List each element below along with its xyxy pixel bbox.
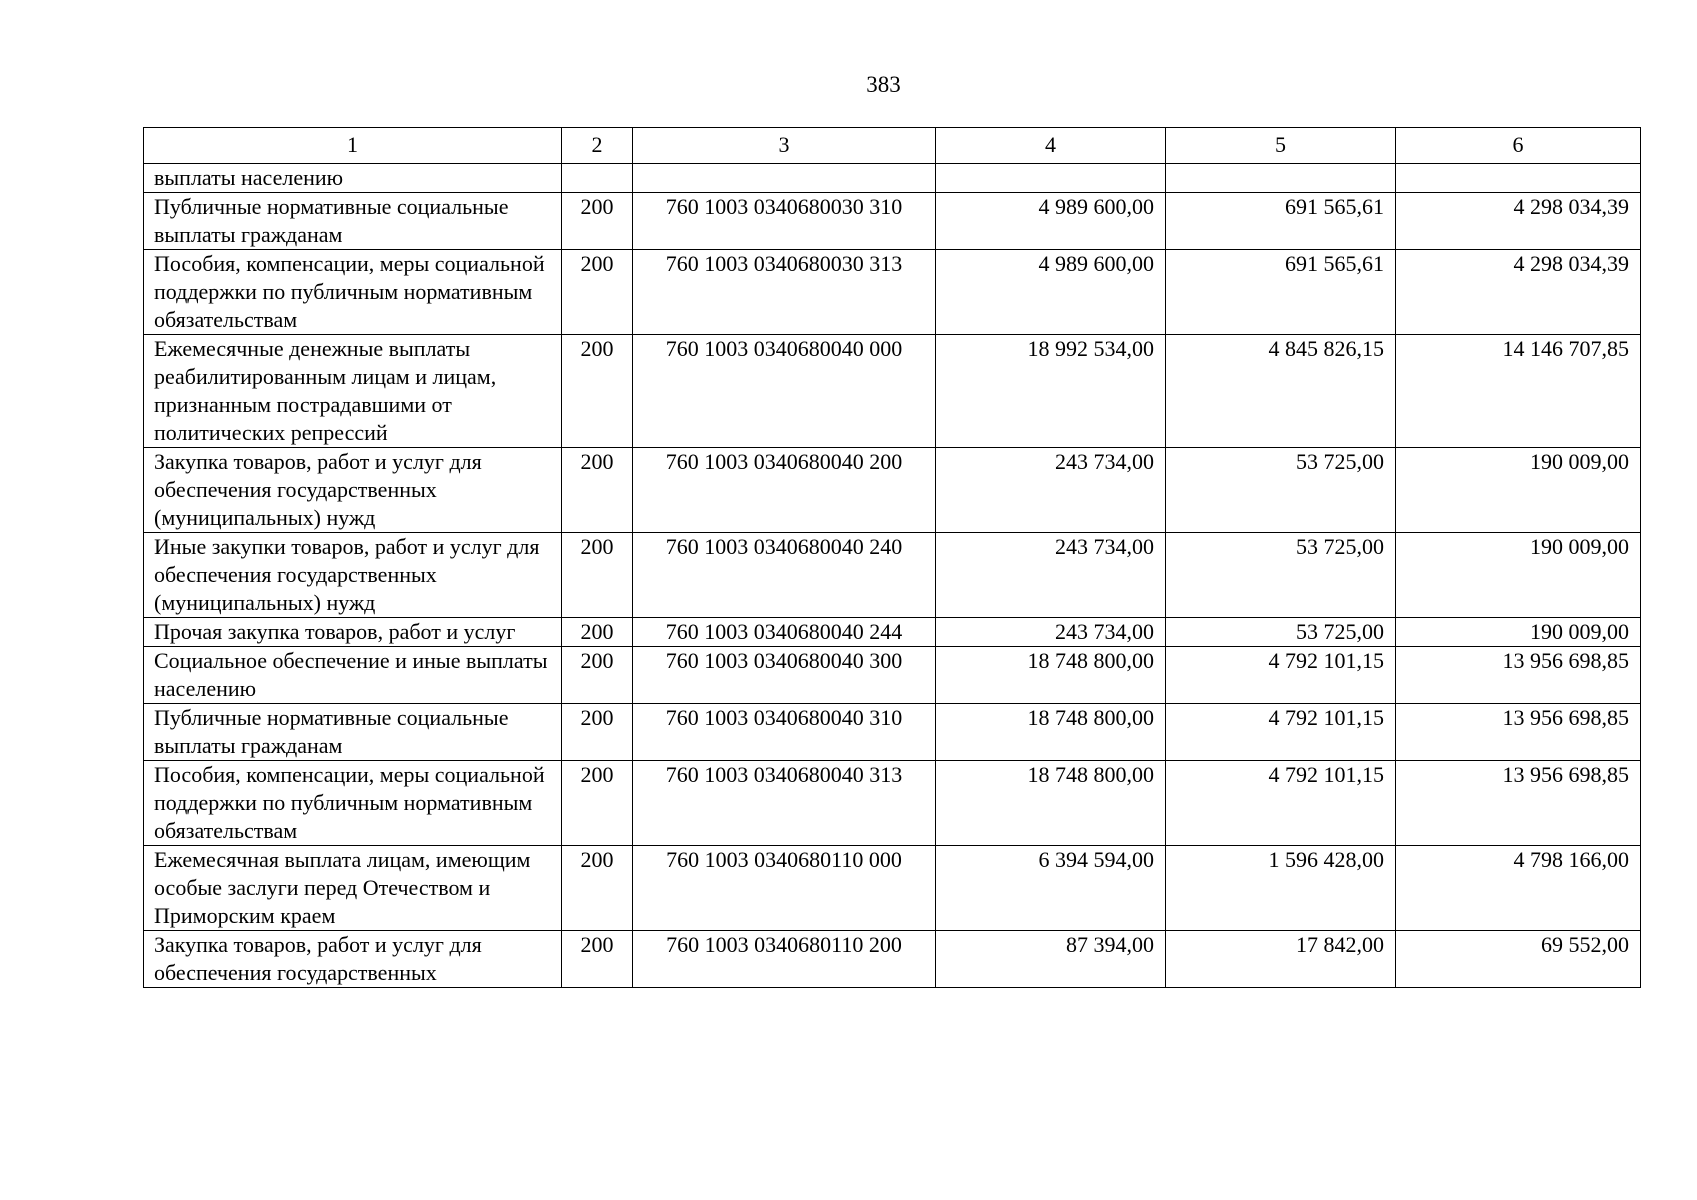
admin-code-cell: 200 [562,250,633,335]
approved-amount-cell: 6 394 594,00 [936,846,1166,931]
admin-code-cell: 200 [562,704,633,761]
approved-amount-cell: 87 394,00 [936,931,1166,988]
budget-execution-table [143,127,1641,988]
remaining-amount-cell: 190 009,00 [1396,618,1641,647]
remaining-amount-cell: 4 298 034,39 [1396,193,1641,250]
executed-amount-cell: 53 725,00 [1166,448,1396,533]
budget-code-cell: 760 1003 0340680040 000 [633,335,936,448]
row-name-cell: Социальное обеспечение и иные выплаты населению [144,647,562,704]
approved-amount-cell [936,164,1166,193]
remaining-amount-cell: 190 009,00 [1396,448,1641,533]
approved-amount-cell: 4 989 600,00 [936,250,1166,335]
table-row [144,931,1641,988]
budget-code-cell: 760 1003 0340680040 300 [633,647,936,704]
table-row [144,164,1641,193]
admin-code-cell: 200 [562,931,633,988]
table-row [144,250,1641,335]
table-row [144,335,1641,448]
row-name-cell: Иные закупки товаров, работ и услуг для обеспечения государственных (муниципальных) нужд [144,533,562,618]
admin-code-cell: 200 [562,846,633,931]
row-name-cell: Пособия, компенсации, меры социальной поддержки по публичным нормативным обязательствам [144,250,562,335]
approved-amount-cell: 243 734,00 [936,448,1166,533]
budget-code-cell: 760 1003 0340680040 240 [633,533,936,618]
table-row [144,704,1641,761]
approved-amount-cell: 18 748 800,00 [936,761,1166,846]
budget-code-cell: 760 1003 0340680040 244 [633,618,936,647]
approved-amount-cell: 18 748 800,00 [936,704,1166,761]
approved-amount-cell: 18 748 800,00 [936,647,1166,704]
remaining-amount-cell: 69 552,00 [1396,931,1641,988]
remaining-amount-cell: 4 298 034,39 [1396,250,1641,335]
executed-amount-cell: 53 725,00 [1166,618,1396,647]
executed-amount-cell: 53 725,00 [1166,533,1396,618]
row-name-cell: Ежемесячная выплата лицам, имеющим особые заслуги перед Отечеством и Приморским краем [144,846,562,931]
remaining-amount-cell: 13 956 698,85 [1396,761,1641,846]
budget-code-cell: 760 1003 0340680040 310 [633,704,936,761]
approved-amount-cell: 243 734,00 [936,618,1166,647]
budget-code-cell: 760 1003 0340680040 200 [633,448,936,533]
page-number: 383 [866,72,901,97]
approved-amount-cell: 18 992 534,00 [936,335,1166,448]
approved-amount-cell: 243 734,00 [936,533,1166,618]
row-name-cell: выплаты населению [144,164,562,193]
budget-code-cell: 760 1003 0340680110 200 [633,931,936,988]
column-header-6: 6 [1396,128,1641,164]
admin-code-cell: 200 [562,335,633,448]
table-row [144,761,1641,846]
executed-amount-cell: 4 792 101,15 [1166,704,1396,761]
executed-amount-cell: 4 845 826,15 [1166,335,1396,448]
column-header-4: 4 [936,128,1166,164]
admin-code-cell: 200 [562,618,633,647]
admin-code-cell [562,164,633,193]
executed-amount-cell: 4 792 101,15 [1166,647,1396,704]
table-row [144,647,1641,704]
executed-amount-cell: 17 842,00 [1166,931,1396,988]
budget-code-cell: 760 1003 0340680040 313 [633,761,936,846]
row-name-cell: Ежемесячные денежные выплаты реабилитированным лицам и лицам, признанным пострадавшими от политических репрессий [144,335,562,448]
row-name-cell: Публичные нормативные социальные выплаты гражданам [144,193,562,250]
row-name-cell: Закупка товаров, работ и услуг для обеспечения государственных (муниципальных) нужд [144,448,562,533]
table-row [144,448,1641,533]
column-header-5: 5 [1166,128,1396,164]
column-header-2: 2 [562,128,633,164]
table-row [144,846,1641,931]
table-row [144,193,1641,250]
remaining-amount-cell: 13 956 698,85 [1396,704,1641,761]
row-name-cell: Закупка товаров, работ и услуг для обеспечения государственных [144,931,562,988]
budget-code-cell: 760 1003 0340680030 310 [633,193,936,250]
executed-amount-cell [1166,164,1396,193]
budget-code-cell: 760 1003 0340680110 000 [633,846,936,931]
column-header-3: 3 [633,128,936,164]
remaining-amount-cell: 13 956 698,85 [1396,647,1641,704]
row-name-cell: Прочая закупка товаров, работ и услуг [144,618,562,647]
admin-code-cell: 200 [562,448,633,533]
admin-code-cell: 200 [562,647,633,704]
admin-code-cell: 200 [562,533,633,618]
budget-code-cell [633,164,936,193]
executed-amount-cell: 1 596 428,00 [1166,846,1396,931]
approved-amount-cell: 4 989 600,00 [936,193,1166,250]
admin-code-cell: 200 [562,193,633,250]
remaining-amount-cell: 14 146 707,85 [1396,335,1641,448]
executed-amount-cell: 691 565,61 [1166,250,1396,335]
admin-code-cell: 200 [562,761,633,846]
column-header-1: 1 [144,128,562,164]
row-name-cell: Публичные нормативные социальные выплаты гражданам [144,704,562,761]
executed-amount-cell: 4 792 101,15 [1166,761,1396,846]
remaining-amount-cell: 190 009,00 [1396,533,1641,618]
executed-amount-cell: 691 565,61 [1166,193,1396,250]
table-row [144,533,1641,618]
row-name-cell: Пособия, компенсации, меры социальной поддержки по публичным нормативным обязательствам [144,761,562,846]
table-row [144,618,1641,647]
remaining-amount-cell [1396,164,1641,193]
budget-code-cell: 760 1003 0340680030 313 [633,250,936,335]
table-header-row [144,128,1641,164]
remaining-amount-cell: 4 798 166,00 [1396,846,1641,931]
